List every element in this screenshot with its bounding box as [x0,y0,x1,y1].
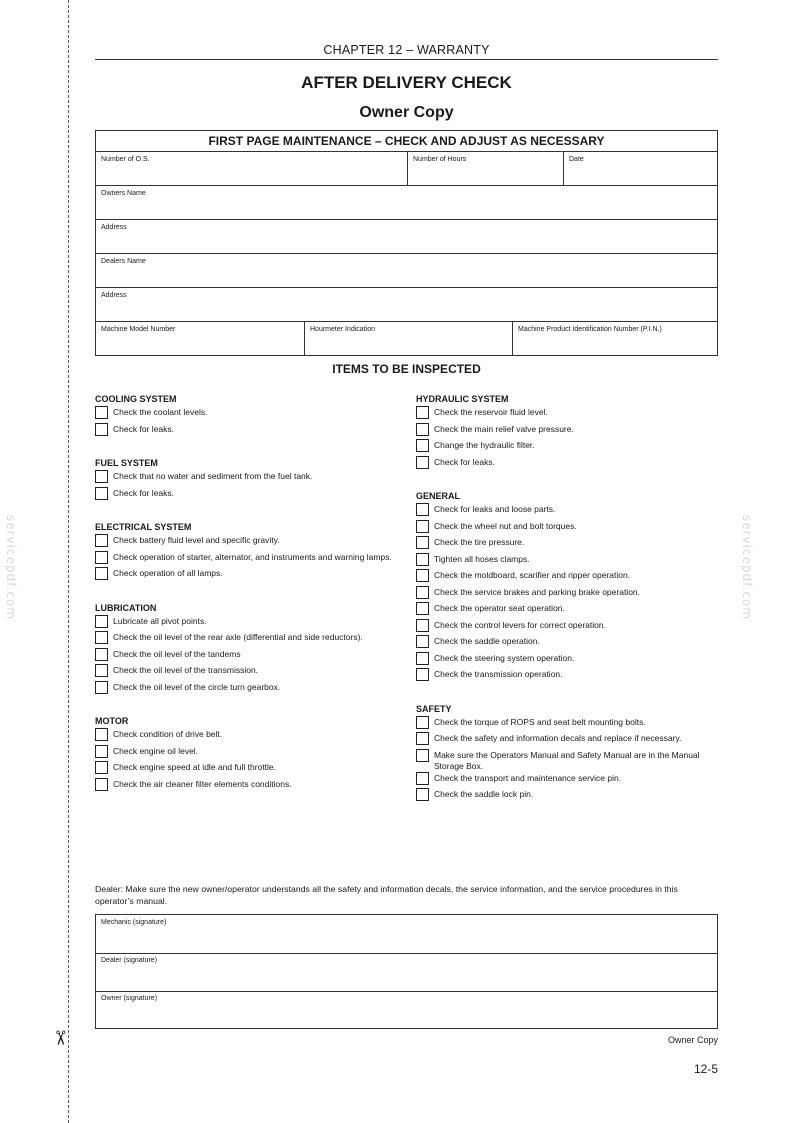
checklist-item [416,503,718,520]
section-lubrication [95,601,395,698]
checkbox[interactable] [416,652,429,665]
section-title: GENERAL [416,491,461,501]
checkbox[interactable] [95,470,108,483]
scissors-icon: ✂ [48,1029,73,1047]
checkbox[interactable] [416,439,429,452]
checklist-item [416,406,718,423]
owner-signature-field[interactable] [96,991,717,1028]
checklist-item-label: Check the oil level of the tandems [113,648,241,659]
chapter-rule [95,59,718,60]
checklist-item-label: Change the hydraulic filter. [434,440,535,450]
checklist-item [416,772,718,789]
items-title: ITEMS TO BE INSPECTED [332,362,481,376]
checklist-item-label: Check engine speed at idle and full throttle. [113,762,277,772]
checklist-item [416,619,718,636]
checklist-item-label: Check the safety and information decals and replace if necessary. [434,733,682,743]
dealer-note: Dealer: Make sure the new owner/operator understands all the safety and information decals, the service information, and the service procedures in this operator’s manual. [95,884,678,906]
number-hours-field[interactable] [407,152,563,185]
number-os-label: Number of O.S. [101,156,150,163]
checklist-item [416,553,718,570]
page-title: AFTER DELIVERY CHECK [301,73,512,92]
section-title: ELECTRICAL SYSTEM [95,522,192,532]
dealer-address-label: Address [101,292,127,299]
checklist-item [416,439,718,456]
checklist-item-label: Check the wheel nut and bolt torques. [434,520,577,531]
hourmeter-label: Hourmeter Indication [310,326,375,333]
section-title: MOTOR [95,716,129,726]
hourmeter-field[interactable] [304,322,512,355]
checklist-item-label: Check for leaks. [113,487,174,498]
checkbox[interactable] [95,487,108,500]
checklist-item [95,551,395,568]
checklist-item-label: Check that no water and sediment from the fuel tank. [113,471,313,481]
section-electrical-system [95,520,395,584]
checkbox[interactable] [416,635,429,648]
checklist-item [416,716,718,733]
checklist-item [95,470,395,487]
checklist-item-label: Check the operator seat operation. [434,603,565,613]
machine-model-field[interactable] [96,322,304,355]
footer-owner-copy: Owner Copy [667,1035,718,1045]
checklist-item [95,631,395,648]
checklist-item [95,761,395,778]
checkbox[interactable] [416,569,429,582]
checklist-item [416,668,718,685]
checklist-item-label: Tighten all hoses clamps. [434,553,530,564]
checkbox[interactable] [416,668,429,681]
checklist-item-label: Check engine oil level. [113,745,199,756]
checkbox[interactable] [416,406,429,419]
checkbox[interactable] [416,553,429,566]
signature-box [95,914,718,1029]
inspection-column-left [95,392,395,794]
checklist-item-label: Check the control levers for correct operation. [434,619,606,630]
checkbox[interactable] [95,423,108,436]
section-cooling-system [95,392,395,439]
cut-line [68,0,69,1123]
checklist-item [416,635,718,652]
watermark-right: servicepdf.com [740,515,754,621]
checklist-item-label: Check the oil level of the circle turn gearbox. [113,681,281,692]
checklist-item [95,487,395,504]
mechanic-signature-field[interactable] [96,915,717,954]
checklist-item-label: Check the oil level of the rear axle (differential and side reductors). [113,632,363,642]
checkbox[interactable] [95,631,108,644]
checkbox[interactable] [95,728,108,741]
dealer-signature-label: Dealer (signature) [101,957,158,964]
checkbox[interactable] [416,602,429,615]
checkbox[interactable] [416,586,429,599]
checklist-item [416,732,718,749]
checklist-item-label: Check the saddle lock pin. [434,789,534,799]
date-label: Date [569,156,584,163]
checkbox[interactable] [416,788,429,801]
checklist-item [416,536,718,553]
number-hours-label: Number of Hours [413,156,467,163]
checkbox[interactable] [95,648,108,661]
checkbox[interactable] [95,567,108,580]
checklist-item [95,745,395,762]
checkbox[interactable] [95,664,108,677]
checklist-item [416,749,718,772]
checkbox[interactable] [416,749,429,762]
owners-name-field[interactable] [96,186,717,220]
checklist-item [95,534,395,551]
checkbox[interactable] [416,456,429,469]
inspection-column-right [416,392,718,805]
checkbox[interactable] [416,732,429,745]
checklist-item [416,520,718,537]
checkbox[interactable] [95,761,108,774]
checklist-item [416,602,718,619]
checklist-item-label: Check the service brakes and parking brake operation. [434,586,641,597]
checklist-item [95,406,395,423]
checklist-item [416,456,718,473]
checklist-item-label: Check the saddle operation. [434,636,540,646]
checklist-item [95,615,395,632]
checklist-item [95,664,395,681]
checkbox[interactable] [416,772,429,785]
owners-name-label: Owners Name [101,190,146,197]
checklist-item [95,778,395,795]
pin-label: Machine Product Identification Number (P.I.N.) [518,326,662,333]
checklist-item-label: Check the steering system operation. [434,652,575,663]
machine-model-label: Machine Model Number [101,326,176,333]
chapter-heading: CHAPTER 12 – WARRANTY [323,43,490,57]
checklist-item-label: Check condition of drive belt. [113,729,223,739]
dealer-signature-field[interactable] [96,953,717,992]
checkbox[interactable] [95,615,108,628]
checklist-item-label: Lubricate all pivot points. [113,615,207,626]
section-title: SAFETY [416,703,452,714]
dealers-name-field[interactable] [96,254,717,288]
checklist-item [416,569,718,586]
owner-address-field[interactable] [96,220,717,254]
section-safety [416,702,718,805]
checklist-item-label: Check operation of all lamps. [113,568,223,578]
checklist-item-label: Check for leaks. [434,456,495,467]
checkbox[interactable] [416,619,429,632]
pin-field[interactable] [512,322,717,355]
checklist-item-label: Make sure the Operators Manual and Safety Manual are in the Manual Storage Box. [434,749,700,771]
checklist-item-label: Check the transmission operation. [434,669,563,679]
checkbox[interactable] [95,551,108,564]
checklist-item [95,567,395,584]
checkbox[interactable] [95,745,108,758]
checklist-item [416,788,718,805]
checklist-item [416,586,718,603]
checklist-item-label: Check the tire pressure. [434,537,525,547]
checklist-item-label: Check battery fluid level and specific gravity. [113,535,280,545]
dealers-name-label: Dealers Name [101,258,146,265]
checkbox[interactable] [416,503,429,516]
checklist-item-label: Check the coolant levels. [113,407,208,417]
checklist-item [95,423,395,440]
checklist-item-label: Check for leaks and loose parts. [434,504,556,514]
dealer-address-field[interactable] [96,288,717,322]
maintenance-form [95,130,718,356]
checklist-item [95,681,395,698]
form-heading: FIRST PAGE MAINTENANCE – CHECK AND ADJUST AS NECESSARY [96,131,717,152]
section-title: LUBRICATION [95,602,157,613]
checklist-item [95,728,395,745]
checklist-item [416,652,718,669]
checklist-item [95,648,395,665]
section-title: HYDRAULIC SYSTEM [416,394,509,404]
checkbox[interactable] [416,423,429,436]
checklist-item-label: Check operation of starter, alternator, and instruments and warning lamps. [113,551,392,562]
date-field[interactable] [563,152,717,185]
section-general [416,489,718,685]
checklist-item-label: Check the oil level of the transmission. [113,665,259,675]
section-title: FUEL SYSTEM [95,458,158,468]
checklist-item-label: Check the reservoir fluid level. [434,407,548,417]
form-row-machine [96,322,717,355]
owner-address-label: Address [101,224,127,231]
section-hydraulic-system [416,392,718,472]
checkbox[interactable] [416,520,429,533]
number-os-field[interactable] [96,152,407,185]
checklist-item-label: Check the moldboard, scarifier and ripper operation. [434,570,631,580]
checklist-item-label: Check the air cleaner filter elements conditions. [113,778,292,789]
form-row-os [96,152,717,186]
checkbox[interactable] [95,778,108,791]
checklist-item [416,423,718,440]
checkbox[interactable] [416,716,429,729]
section-fuel-system [95,456,395,503]
section-motor [95,714,395,794]
section-title: COOLING SYSTEM [95,394,177,404]
checkbox[interactable] [416,536,429,549]
watermark-left: servicepdf.com [4,515,18,621]
checkbox[interactable] [95,534,108,547]
checklist-item-label: Check the main relief valve pressure. [434,423,574,434]
checkbox[interactable] [95,406,108,419]
owner-signature-label: Owner (signature) [101,995,158,1002]
page-subtitle: Owner Copy [359,104,454,121]
page-number: 12-5 [693,1062,718,1076]
mechanic-signature-label: Mechanic (signature) [101,919,167,926]
checklist-item-label: Check the torque of ROPS and seat belt mounting bolts. [434,716,646,727]
checklist-item-label: Check the transport and maintenance service pin. [434,772,622,783]
checkbox[interactable] [95,681,108,694]
checklist-item-label: Check for leaks. [113,423,174,434]
